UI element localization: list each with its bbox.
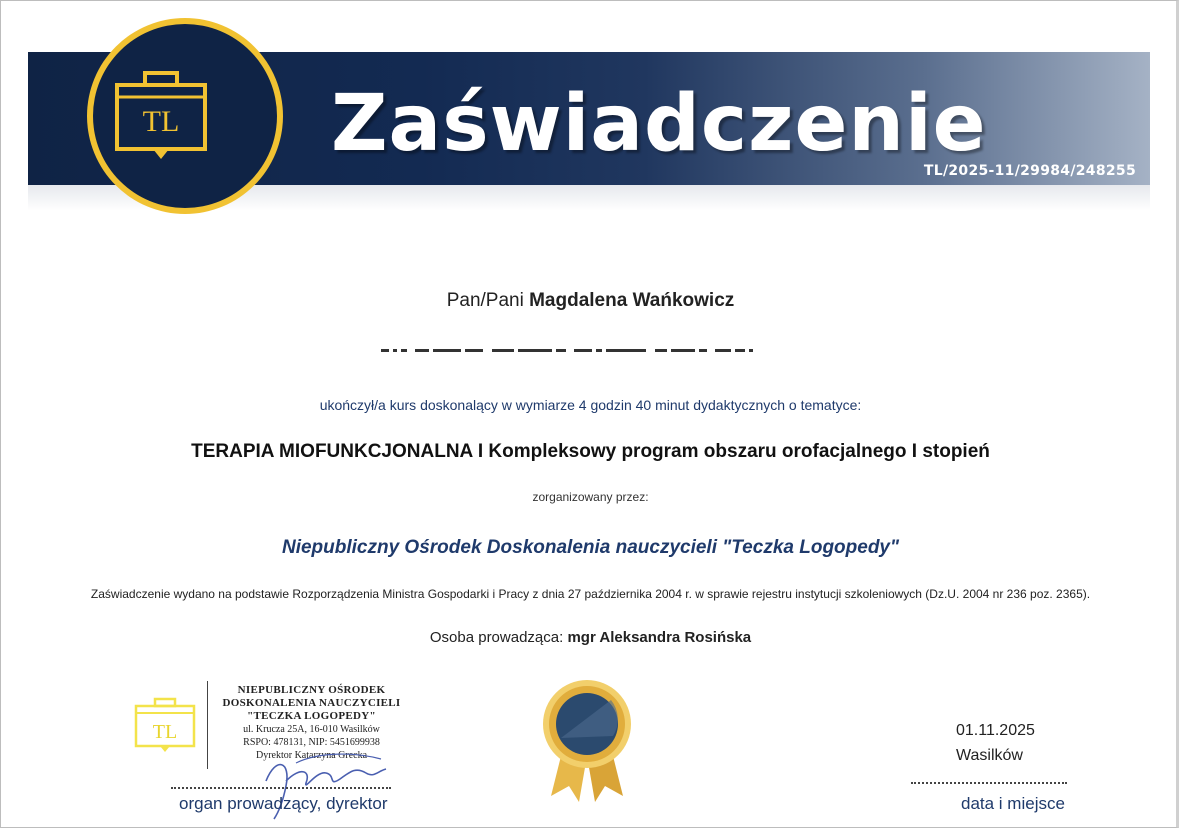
issue-place: Wasilków [956, 747, 1023, 764]
reference-number: TL/2025-11/29984/248255 [923, 163, 1136, 179]
recipient-name: Magdalena Wańkowicz [529, 290, 735, 311]
redacted-line [381, 342, 801, 354]
recipient-line [1, 290, 1179, 312]
svg-text:TL: TL [142, 105, 180, 138]
instructor-line [1, 629, 1179, 646]
course-title: TERAPIA MIOFUNKCJONALNA I Kompleksowy program obszaru orofacjalnego I stopień [191, 441, 990, 462]
instructor-name: mgr Aleksandra Rosińska [567, 629, 752, 646]
svg-text:TL: TL [152, 721, 178, 743]
date-dotted-line [911, 782, 1067, 784]
date-caption: data i miejsce [961, 794, 1065, 813]
briefcase-logo-icon [111, 67, 211, 167]
signature-caption: organ prowadzący, dyrektor [179, 794, 388, 813]
organized-by-label: zorganizowany przez: [532, 490, 649, 504]
stamp-line-1: NIEPUBLICZNY OŚRODEK [237, 684, 386, 696]
organizer-name: Niepubliczny Ośrodek Doskonalenia nauczycieli "Teczka Logopedy" [281, 537, 900, 558]
stamp-divider [207, 681, 208, 769]
legal-basis: Zaświadczenie wydano na podstawie Rozporządzenia Ministra Gospodarki i Pracy z dnia 27 października 2004 r. w sprawie rejestru instytucji szkoleniowych (Dz.U. 2004 nr 236 poz. 2365). [90, 587, 1091, 601]
certificate-title: Zaświadczenie [331, 79, 987, 169]
stamp-logo-icon [133, 696, 197, 756]
instructor-label: Osoba prowadząca: [429, 629, 564, 646]
stamp-registry: RSPO: 478131, NIP: 5451699938 [243, 737, 380, 748]
stamp-line-3: "TECZKA LOGOPEDY" [247, 710, 376, 722]
stamp-director: Dyrektor Katarzyna Grecka [255, 750, 368, 761]
completion-text: ukończył/a kurs doskonalący w wymiarze 4 godzin 40 minut dydaktycznych o tematyce: [319, 397, 862, 413]
signature-dotted-line [171, 787, 391, 789]
recipient-prefix: Pan/Pani [446, 290, 524, 311]
stamp-address: ul. Krucza 25A, 16-010 Wasilków [243, 724, 380, 735]
issue-date: 01.11.2025 [956, 722, 1035, 739]
stamp-line-2: DOSKONALENIA NAUCZYCIELI [222, 697, 401, 709]
gold-medal-icon [541, 678, 633, 803]
